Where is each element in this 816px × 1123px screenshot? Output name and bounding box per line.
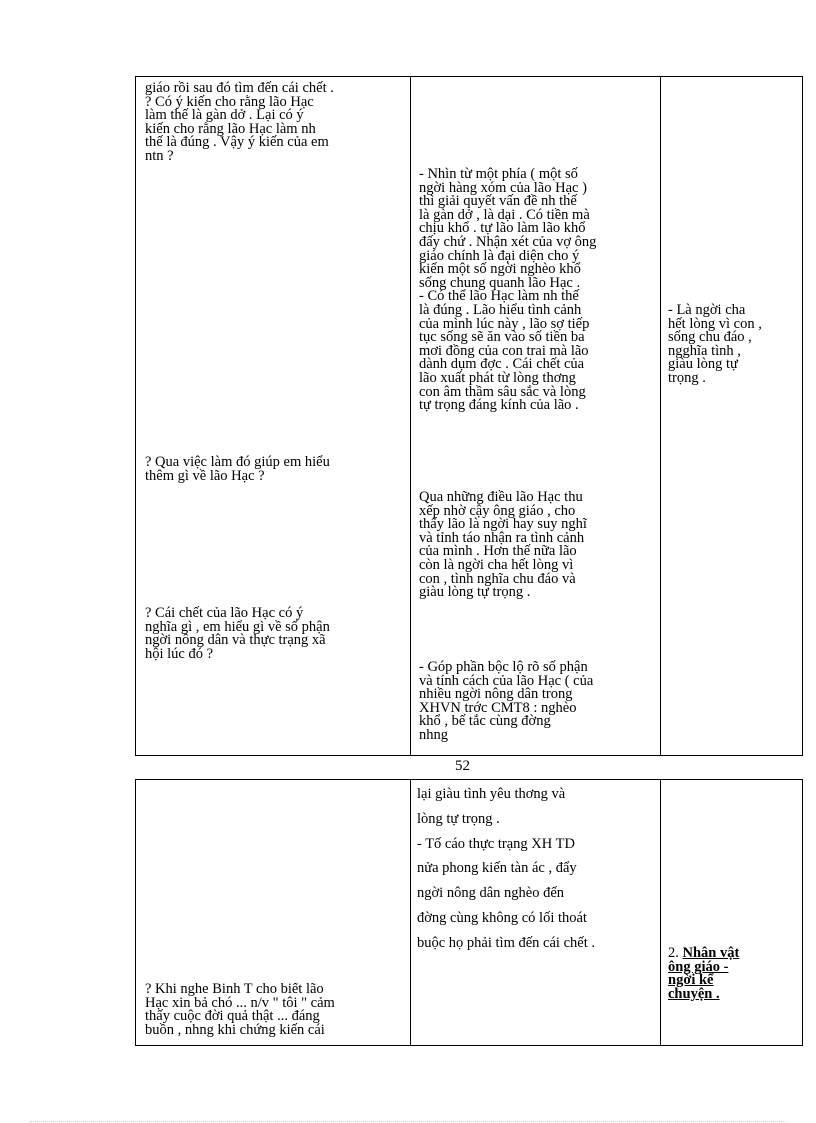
lesson-table-page-1 xyxy=(135,76,803,756)
question-text: giáo rồi sau đó tìm đến cái chết . ? Có ý kiến cho rằng lão Hạc làm thế là gàn dở . Lại có ý kiến cho rằng lão Hạc làm nh thế là đúng . Vậy ý kiến của em ntn ? xyxy=(145,80,334,164)
heading-number: 2. xyxy=(668,945,683,961)
column-divider xyxy=(660,780,661,1045)
answer-text: Qua những điều lão Hạc thu xếp nhờ cậy ông giáo , cho thấy lão là ngời hay suy nghĩ và tỉnh táo nhận ra tình cảnh của mình . Hơn thế nữa lão còn là ngời cha hết lòng vì con , tình nghĩa chu đáo và giàu lòng tự trọng . xyxy=(419,489,587,601)
column-divider xyxy=(410,780,411,1045)
summary-note: - Là ngời cha hết lòng vì con , sống chu đáo , ngghĩa tình , giàu lòng tự trọng . xyxy=(668,302,762,386)
question-text: ? Cái chết của lão Hạc có ý nghĩa gì , em hiểu gì về số phận ngời nông dân và thực trạng xã hội lúc đó ? xyxy=(145,605,330,662)
page-number: 52 xyxy=(455,758,470,774)
question-text: ? Qua việc làm đó giúp em hiểu thêm gì về lão Hạc ? xyxy=(145,454,330,484)
lesson-table-page-2 xyxy=(135,779,803,1046)
answer-text: lại giàu tình yêu thơng và lòng tự trọng . - Tố cáo thực trạng XH TD nửa phong kiến tàn ác , đẩy ngời nông dân nghèo đến đờng cùng không có lối thoát buộc họ phải tìm đến cái chết . xyxy=(417,786,595,951)
column-divider xyxy=(660,77,661,755)
question-text: ? Khi nghe Binh T cho biết lão Hạc xin bả chó ... n/v " tôi " cảm thấy cuộc đời quả thật ... đáng buồn , nhng khi chứng kiến cái xyxy=(145,983,335,1038)
column-divider xyxy=(410,77,411,755)
answer-text: - Nhìn từ một phía ( một số ngời hàng xóm của lão Hạc ) thì giải quyết vấn đề nh thế là gàn dở , là dại . Có tiền mà chịu khổ . tự lão làm lão khổ đấy chứ . Nhận xét của vợ ông giáo chính là đại diện cho ý kiến một số ngời nghèo khổ sống chung quanh lão Hạc . - Có thể lão Hạc làm nh thế là đúng . Lão hiểu tình cảnh của mình lúc này , lão sợ tiếp tục sống sẽ ăn vào số tiền ba mơi đồng của con trai mà lão dành dụm đợc . Cái chết của lão xuất phát từ lòng thơng con âm thầm sâu sắc và lòng tự trọng đáng kính của lão . xyxy=(419,166,597,414)
answer-text: - Góp phần bộc lộ rõ số phận và tính cách của lão Hạc ( của nhiều ngời nông dân trong XHVN trớc CMT8 : nghèo khổ , bế tắc cùng đờng nhng xyxy=(419,659,594,743)
page-edge xyxy=(30,1121,786,1122)
heading-title: Nhân vật ông giáo - ngời kể chuyện . xyxy=(668,945,740,1002)
section-heading xyxy=(668,947,800,1001)
